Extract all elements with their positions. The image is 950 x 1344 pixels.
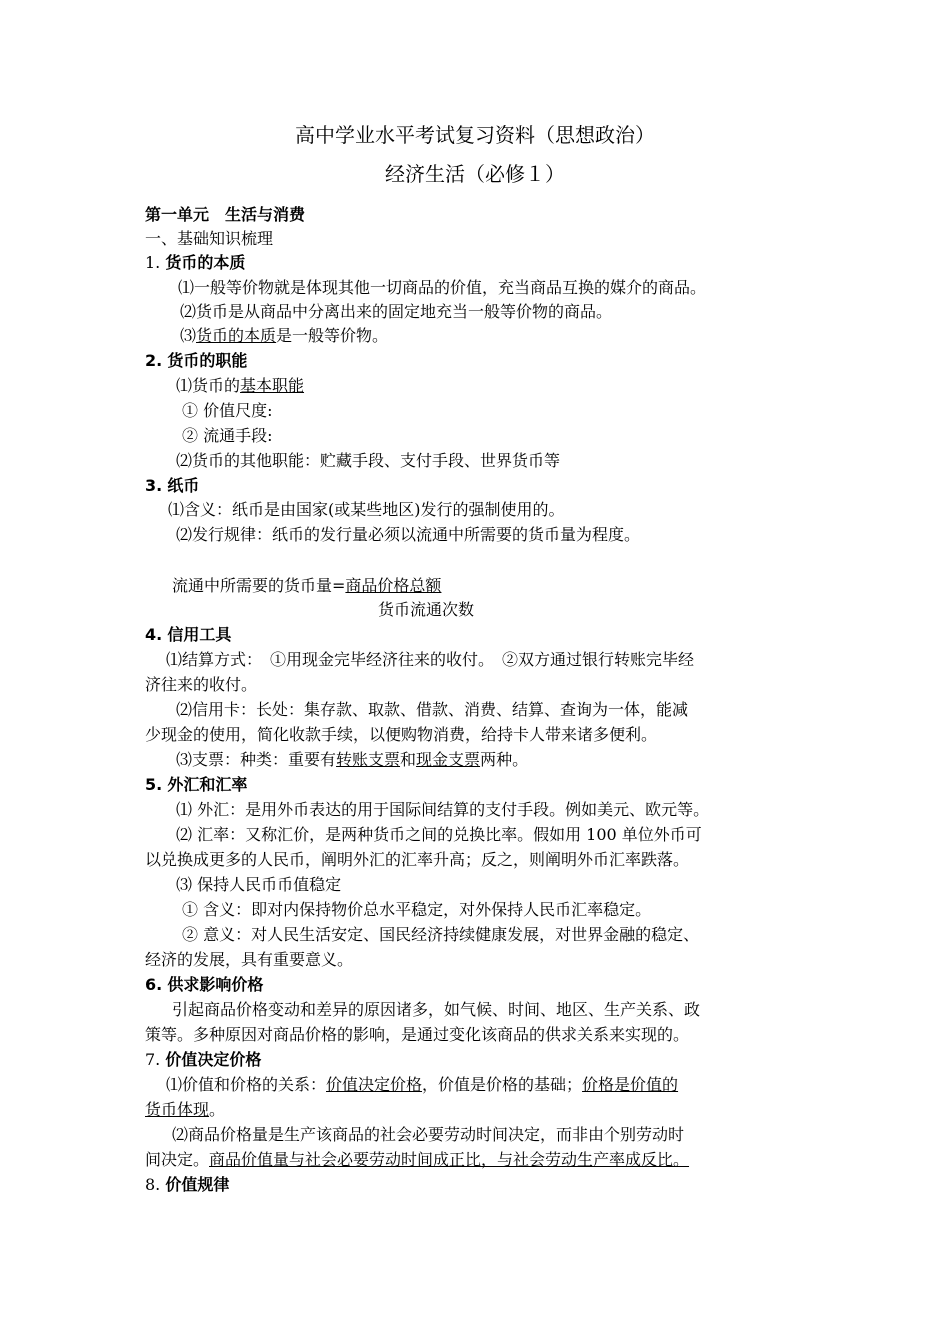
paragraph: ⑶ 保持人民币币值稳定 (176, 875, 342, 894)
text: ⑶ (180, 326, 197, 345)
section-3-heading (145, 474, 815, 498)
section-title: 价值决定价格 (165, 1050, 262, 1069)
section-title: 价值规律 (165, 1175, 230, 1194)
paragraph: ⑵商品价格量是生产该商品的社会必要劳动时间决定，而非由个别劳动时 (172, 1125, 685, 1144)
list-item: ② 意义：对人民生活安定、国民经济持续健康发展，对世界金融的稳定、 (182, 925, 700, 944)
underlined-text: 货币体现 (145, 1100, 210, 1119)
underlined-text: 基本职能 (240, 376, 305, 395)
section-title: 货币的职能 (167, 351, 248, 370)
section-4-heading (145, 623, 815, 647)
paragraph: ⑴含义：纸币是由国家(或某些地区)发行的强制使用的。 (168, 500, 565, 519)
section-number: 1. (145, 253, 161, 272)
section-number: 5. (145, 775, 163, 794)
paragraph: 引起商品价格变动和差异的原因诸多，如气候、时间、地区、生产关系、政 (172, 1000, 701, 1019)
section-title: 供求影响价格 (167, 975, 264, 994)
paragraph: ⑵货币是从商品中分离出来的固定地充当一般等价物的商品。 (180, 302, 613, 321)
paragraph: ⑵发行规律：纸币的发行量必须以流通中所需要的货币量为程度。 (176, 525, 641, 544)
paragraph: ⑵ 汇率：又称汇价，是两种货币之间的兑换比率。假如用 100 单位外币可 (176, 825, 702, 844)
underlined-text: 现金支票 (416, 750, 481, 769)
section-2-heading (145, 349, 815, 373)
text: 间决定。 (145, 1150, 210, 1169)
paragraph: 济往来的收付。 (145, 675, 258, 694)
section-title: 信用工具 (167, 625, 232, 644)
section-number: 8. (145, 1175, 161, 1194)
paragraph (145, 1098, 815, 1122)
section-5-heading (145, 773, 815, 797)
underlined-text: 转账支票 (336, 750, 401, 769)
formula-numerator: 商品价格总额 (345, 576, 442, 595)
section-number: 6. (145, 975, 163, 994)
section-title: 纸币 (167, 476, 200, 495)
section-7-heading (145, 1048, 815, 1072)
section-title: 外汇和汇率 (167, 775, 248, 794)
section-number: 7. (145, 1050, 161, 1069)
paragraph (166, 1073, 836, 1097)
list-item: ① 价值尺度: (182, 401, 273, 420)
section-8-heading (145, 1173, 815, 1197)
section-number: 3. (145, 476, 163, 495)
paragraph: 以兑换成更多的人民币，阐明外汇的汇率升高；反之，则阐明外币汇率跌落。 (145, 850, 690, 869)
paragraph: ⑴一般等价物就是体现其他一切商品的价值，充当商品互换的媒介的商品。 (178, 278, 707, 297)
section-number: 4. (145, 625, 163, 644)
formula (172, 574, 842, 598)
underlined-text: 价值决定价格 (326, 1075, 423, 1094)
paragraph: ⑵信用卡：长处：集存款、取款、借款、消费、结算、查询为一体，能减 (176, 700, 689, 719)
formula-lhs: 流通中所需要的货币量= (172, 576, 346, 595)
section-title: 货币的本质 (165, 253, 246, 272)
formula-denominator: 货币流通次数 (378, 600, 475, 619)
paragraph: ⑵货币的其他职能：贮藏手段、支付手段、世界货币等 (176, 451, 561, 470)
text: ⑴价值和价格的关系： (166, 1075, 327, 1094)
paragraph: 策等。多种原因对商品价格的影响，是通过变化该商品的供求关系来实现的。 (145, 1025, 690, 1044)
list-item: ② 流通手段: (182, 426, 273, 445)
part-heading: 一、基础知识梳理 (145, 229, 274, 248)
section-6-heading (145, 973, 815, 997)
text: 两种。 (480, 750, 529, 769)
paragraph (180, 324, 850, 348)
underlined-text: 价格是价值的 (582, 1075, 679, 1094)
text: 和 (400, 750, 417, 769)
text: 。 (209, 1100, 226, 1119)
underlined-text: 商品价值量与社会必要劳动时间成正比，与社会劳动生产率成反比。 (209, 1150, 690, 1169)
document-title: 高中学业水平考试复习资料（思想政治） (295, 123, 655, 147)
section-1-heading (145, 251, 815, 275)
underlined-text: 货币的本质 (196, 326, 277, 345)
text: 是一般等价物。 (276, 326, 389, 345)
text: ⑴货币的 (176, 376, 241, 395)
section-number: 2. (145, 351, 163, 370)
paragraph (176, 748, 846, 772)
document-subtitle: 经济生活（必修１） (385, 162, 565, 186)
text: ，价值是价格的基础； (422, 1075, 583, 1094)
paragraph (145, 1148, 815, 1172)
list-item: ① 含义：即对内保持物价总水平稳定，对外保持人民币汇率稳定。 (182, 900, 652, 919)
text: ⑶支票：种类：重要有 (176, 750, 337, 769)
unit-heading: 第一单元 生活与消费 (145, 205, 306, 224)
paragraph: ⑴结算方式： ①用现金完毕经济往来的收付。 ②双方通过银行转账完毕经 (166, 650, 695, 669)
paragraph: 经济的发展，具有重要意义。 (145, 950, 354, 969)
paragraph: ⑴ 外汇：是用外币表达的用于国际间结算的支付手段。例如美元、欧元等。 (176, 800, 710, 819)
paragraph: 少现金的使用，简化收款手续，以便购物消费，给持卡人带来诸多便利。 (145, 725, 658, 744)
paragraph (176, 374, 846, 398)
